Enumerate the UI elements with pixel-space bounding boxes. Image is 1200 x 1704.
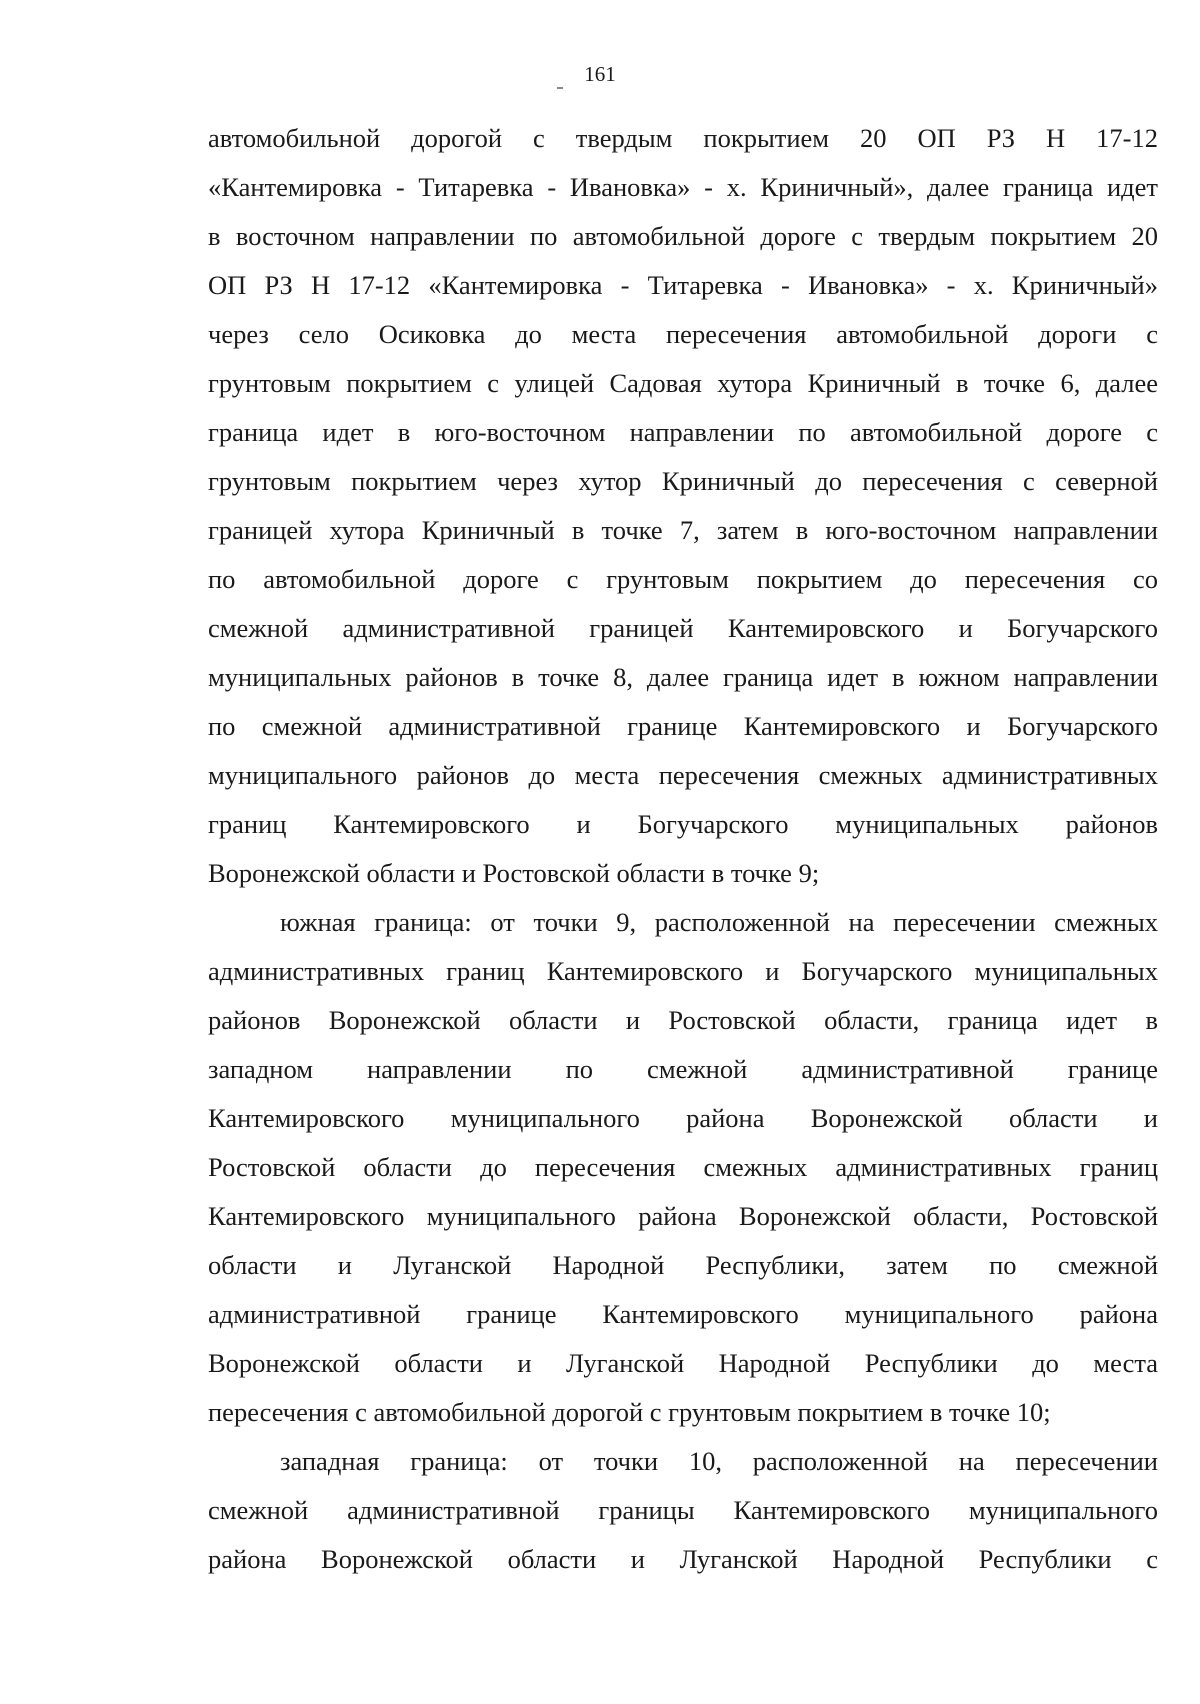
text-line: Кантемировского муниципального района Воронежской области и xyxy=(208,1103,1158,1133)
text-line: по автомобильной дороге с грунтовым покрытием до пересечения со xyxy=(208,564,1158,594)
text-line: административных границ Кантемировского и Богучарского муниципальных xyxy=(208,956,1158,986)
text-line: области и Луганской Народной Республики, затем по смежной xyxy=(208,1250,1158,1280)
text-line: границ Кантемировского и Богучарского муниципальных районов xyxy=(208,809,1158,839)
scan-speck xyxy=(557,87,563,89)
text-line: западном направлении по смежной административной границе xyxy=(208,1054,1158,1084)
text-line: района Воронежской области и Луганской Народной Республики с xyxy=(208,1544,1158,1574)
page-number: 161 xyxy=(584,62,616,86)
text-line: через село Осиковка до места пересечения автомобильной дороги с xyxy=(208,319,1158,349)
text-line: по смежной административной границе Кантемировского и Богучарского xyxy=(208,711,1158,741)
text-line: автомобильной дорогой с твердым покрытием 20 ОП РЗ Н 17-12 xyxy=(208,123,1158,153)
text-line: западная граница: от точки 10, расположенной на пересечении xyxy=(280,1446,1158,1476)
text-line: ОП РЗ Н 17-12 «Кантемировка - Титаревка - Ивановка» - х. Криничный» xyxy=(208,270,1158,300)
text-line: грунтовым покрытием с улицей Садовая хутора Криничный в точке 6, далее xyxy=(208,368,1158,398)
text-line: муниципального районов до места пересечения смежных административных xyxy=(208,760,1158,790)
text-line: Воронежской области и Луганской Народной Республики до места xyxy=(208,1348,1158,1378)
text-line: границей хутора Криничный в точке 7, затем в юго-восточном направлении xyxy=(208,515,1158,545)
text-line: смежной административной границей Кантемировского и Богучарского xyxy=(208,613,1158,643)
text-line: районов Воронежской области и Ростовской области, граница идет в xyxy=(208,1005,1158,1035)
text-line: пересечения с автомобильной дорогой с грунтовым покрытием в точке 10; xyxy=(208,1397,1051,1427)
text-line: южная граница: от точки 9, расположенной на пересечении смежных xyxy=(280,907,1158,937)
text-line: Ростовской области до пересечения смежных административных границ xyxy=(208,1152,1158,1182)
text-line: Кантемировского муниципального района Воронежской области, Ростовской xyxy=(208,1201,1158,1231)
text-line: «Кантемировка - Титаревка - Ивановка» - х. Криничный», далее граница идет xyxy=(208,172,1158,202)
text-line: в восточном направлении по автомобильной дороге с твердым покрытием 20 xyxy=(208,221,1158,251)
document-body xyxy=(208,114,1158,1584)
text-line: смежной административной границы Кантемировского муниципального xyxy=(208,1495,1158,1525)
text-line: административной границе Кантемировского муниципального района xyxy=(208,1299,1158,1329)
text-line: граница идет в юго-восточном направлении по автомобильной дороге с xyxy=(208,417,1158,447)
text-line: грунтовым покрытием через хутор Криничный до пересечения с северной xyxy=(208,466,1158,496)
text-line: муниципальных районов в точке 8, далее граница идет в южном направлении xyxy=(208,662,1158,692)
text-line: Воронежской области и Ростовской области в точке 9; xyxy=(208,858,820,888)
